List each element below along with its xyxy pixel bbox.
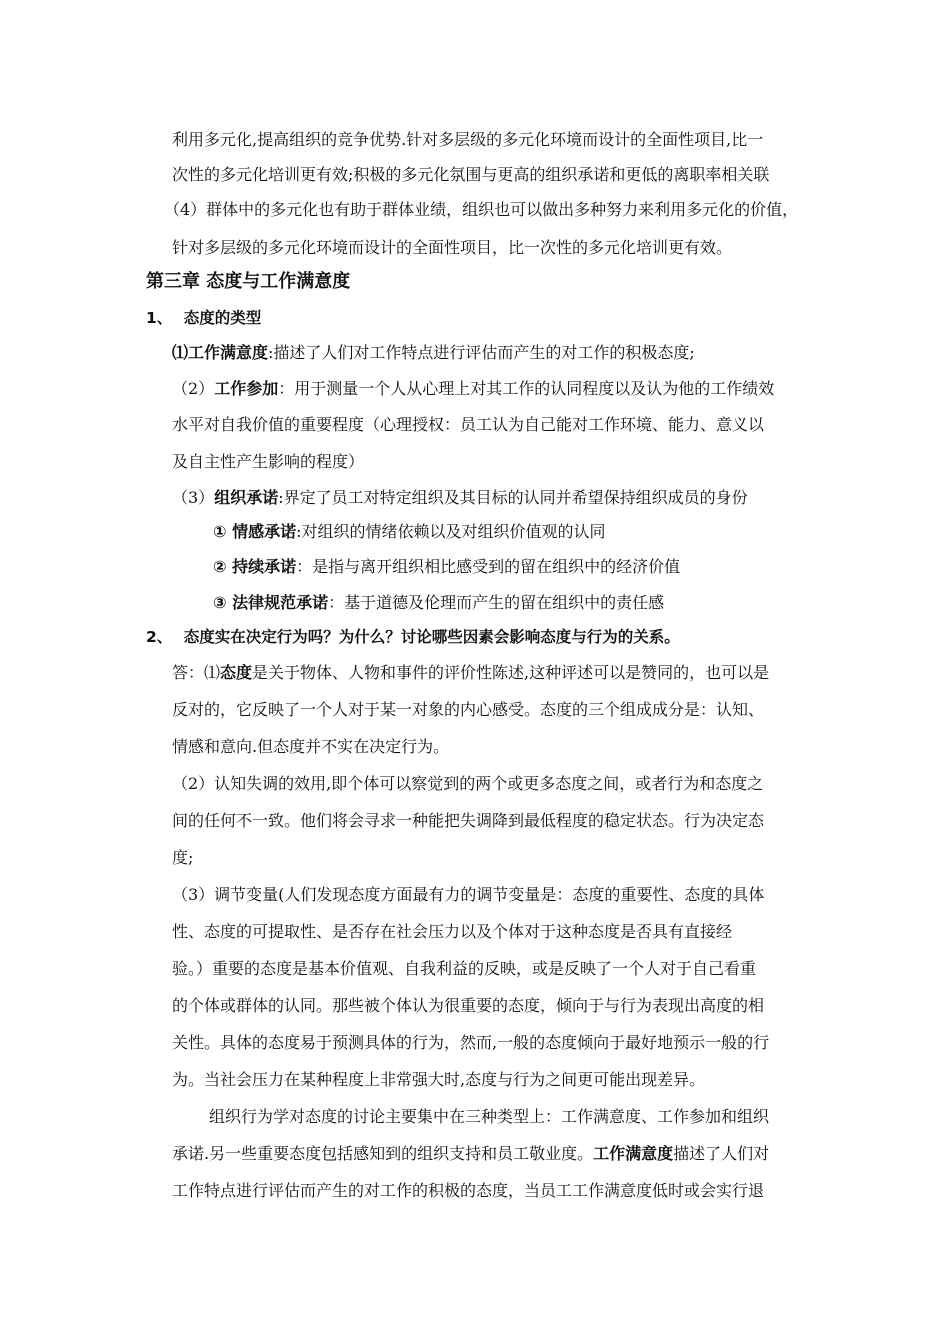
attitude-type-2-line-2: 水平对自我价值的重要程度（心理授权：员工认为自己能对工作环境、能力、意义以 — [172, 415, 765, 434]
intro-line-4: 针对多层级的多元化环境而设计的全面性项目，比一次性的多元化培训更有效。 — [172, 238, 733, 257]
commitment-sub-3 — [213, 593, 664, 613]
affective-commitment-label: ① 情感承诺 — [213, 522, 297, 541]
job-satisfaction-text: :描述了人们对工作特点进行评估而产生的对工作的积极态度; — [268, 343, 695, 362]
commitment-sub-1 — [213, 522, 606, 542]
section-1-title: 态度的类型 — [183, 309, 262, 327]
attitude-type-2-line-3: 及自主性产生影响的程度） — [172, 452, 365, 471]
section-1-number: 1、 — [146, 309, 173, 327]
paragraph-line-2-tail: 描述了人们对 — [673, 1144, 770, 1163]
chapter-title: 第三章 态度与工作满意度 — [146, 271, 351, 292]
section-1-heading — [146, 308, 261, 328]
continuance-commitment-label: ② 持续承诺 — [213, 557, 297, 576]
answer-3-line-1: （3）调节变量(人们发现态度方面最有力的调节变量是：态度的重要性、态度的具体 — [172, 885, 765, 904]
answer-1-line-2: 反对的，它反映了一个人对于某一对象的内心感受。态度的三个组成成分是：认知、 — [172, 700, 765, 719]
answer-1-line-1 — [172, 663, 769, 683]
answer-3-line-2: 性、态度的可提取性、是否存在社会压力以及个体对于这种态度是否具有直接经 — [172, 922, 733, 941]
answer-3-line-6: 为。当社会压力在某种程度上非常强大时,态度与行为之间更可能出现差异。 — [172, 1070, 706, 1089]
item-3-prefix: （3） — [172, 488, 215, 507]
job-satisfaction-label: ⑴工作满意度 — [172, 343, 269, 362]
section-2-title: 态度实在决定行为吗？为什么？讨论哪些因素会影响态度与行为的关系。 — [183, 628, 680, 646]
intro-line-1: 利用多元化,提高组织的竞争优势.针对多层级的多元化环境而设计的全面性项目,比一 — [172, 130, 764, 149]
normative-commitment-text: ：基于道德及伦理而产生的留在组织中的责任感 — [328, 593, 665, 612]
continuance-commitment-text: ：是指与离开组织相比感受到的留在组织中的经济价值 — [296, 557, 681, 576]
affective-commitment-text: :对组织的情绪依赖以及对组织价值观的认同 — [296, 522, 606, 541]
attitude-type-1 — [172, 343, 695, 363]
attitude-definition: 是关于物体、人物和事件的评价性陈述,这种评述可以是赞同的，也可以是 — [252, 663, 770, 682]
normative-commitment-label: ③ 法律规范承诺 — [213, 593, 329, 612]
section-2-number: 2、 — [146, 628, 173, 646]
paragraph-line-3: 工作特点进行评估而产生的对工作的积极的态度，当员工工作满意度低时或会实行退 — [172, 1181, 765, 1200]
answer-prefix: 答：⑴ — [172, 663, 221, 682]
section-2-heading — [146, 627, 680, 647]
org-commitment-text: :界定了员工对特定组织及其目标的认同并希望保持组织成员的身份 — [278, 488, 748, 507]
answer-2-line-2: 间的任何不一致。他们将会寻求一种能把失调降到最低程度的稳定状态。行为决定态 — [172, 811, 765, 830]
paragraph-line-2-text: 承诺.另一些重要态度包括感知到的组织支持和员工敬业度。 — [172, 1144, 594, 1163]
paragraph-line-1: 组织行为学对态度的讨论主要集中在三种类型上：工作满意度、工作参加和组织 — [209, 1107, 770, 1126]
item-2-prefix: （2） — [172, 379, 215, 398]
attitude-type-3 — [172, 488, 748, 508]
commitment-sub-2 — [213, 557, 680, 577]
answer-3-line-5: 关性。具体的态度易于预测具体的行为，然而,一般的态度倾向于最好地预示一般的行 — [172, 1033, 770, 1052]
attitude-type-2 — [172, 379, 774, 399]
intro-line-3: （4）群体中的多元化也有助于群体业绩，组织也可以做出多种努力来利用多元化的价值， — [164, 200, 799, 219]
job-involvement-label: 工作参加 — [214, 379, 279, 398]
answer-3-line-3: 验。）重要的态度是基本价值观、自我利益的反映，或是反映了一个人对于自己看重 — [172, 959, 757, 978]
intro-line-2: 次性的多元化培训更有效;积极的多元化氛围与更高的组织承诺和更低的离职率相关联 — [172, 165, 770, 184]
answer-3-line-4: 的个体或群体的认同。那些被个体认为很重要的态度，倾向于与行为表现出高度的相 — [172, 996, 765, 1015]
job-satisfaction-term: 工作满意度 — [593, 1144, 674, 1163]
org-commitment-label: 组织承诺 — [214, 488, 279, 507]
paragraph-line-2 — [172, 1144, 769, 1164]
job-involvement-text: ：用于测量一个人从心理上对其工作的认同程度以及认为他的工作绩效 — [278, 379, 775, 398]
answer-2-line-1: （2）认知失调的效用,即个体可以察觉到的两个或更多态度之间，或者行为和态度之 — [172, 774, 764, 793]
attitude-label: 态度 — [220, 663, 253, 682]
answer-2-line-3: 度; — [172, 848, 194, 867]
answer-1-line-3: 情感和意向.但态度并不实在决定行为。 — [172, 737, 450, 756]
